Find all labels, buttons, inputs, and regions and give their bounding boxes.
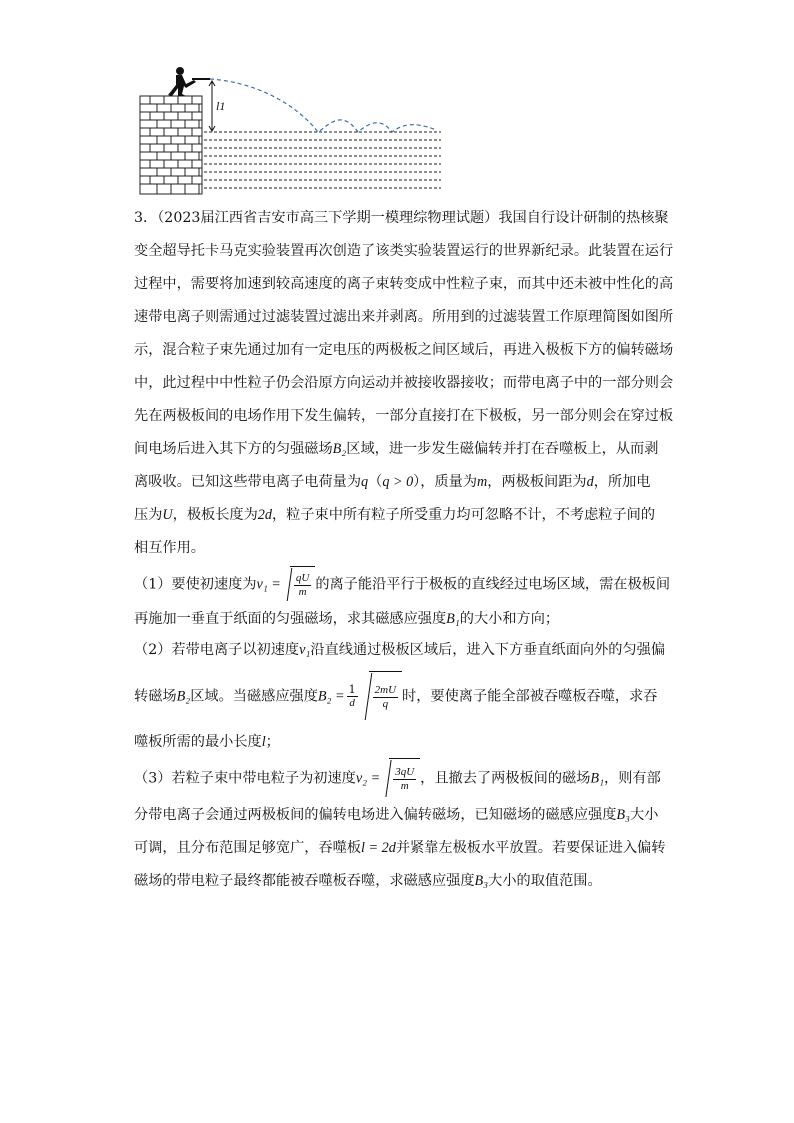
symbol-l-eq: l = 2d xyxy=(361,840,396,856)
text-span: （1）要使初速度为 xyxy=(134,576,257,593)
problem-source: （2023届江西省吉安市高三下学期一模理综物理试题） xyxy=(157,210,499,226)
height-label: l1 xyxy=(216,99,226,113)
sqrt-expression xyxy=(360,671,402,722)
text-span: 时，要使离子能全部被吞噬板吞噬，求吞 xyxy=(402,688,658,705)
text-span: 间电场后进入其下方的匀强磁场 xyxy=(134,441,333,457)
part-2-line-2 xyxy=(134,671,674,722)
problem-line-9 xyxy=(134,466,674,499)
text-span: （3）若粒子束中带电粒子为初速度 xyxy=(134,770,356,787)
text-span: 区域，进一步发生磁偏转并打在吞噬板上，从而剥 xyxy=(346,441,659,457)
text-span: 转磁场 xyxy=(134,688,177,705)
symbol-b3: B₃ xyxy=(474,873,489,889)
text-span: 磁场的带电粒子最终都能被吞噬板吞噬，求磁感应强度 xyxy=(134,873,475,889)
symbol-2d: 2d xyxy=(257,507,272,523)
problem-line-3: 过程中，需要将加速到较高速度的离子束转变成中性粒子束，而其中还未被中性化的高 xyxy=(134,276,674,292)
frac-numerator: qU xyxy=(295,571,310,584)
symbol-v1-eq: v₁ = xyxy=(256,576,281,593)
symbol-v1: v₁ xyxy=(299,642,311,658)
problem-number: 3． xyxy=(134,210,158,226)
text-span: ； xyxy=(265,734,280,750)
text-span: 沿直线通过极板区域后，进入下方垂直纸面向外的匀强偏 xyxy=(310,642,666,658)
text-span: 再施加一垂直于纸面的匀强磁场，求其磁感应强度 xyxy=(134,611,447,627)
frac-denominator: m xyxy=(298,585,307,598)
text-span: 可调，且分布范围足够宽广，吞噬板 xyxy=(134,840,362,856)
problem-line-5: 示，混合粒子束先通过加有一定电压的两极板之间区域后，再进入极板下方的偏转磁场 xyxy=(134,342,674,358)
text-span: 压为 xyxy=(134,507,163,523)
text-span: 并紧靠左极板水平放置。若要保证进入偏转 xyxy=(395,840,666,856)
part-2-line-1 xyxy=(134,634,674,667)
text-span: ，两极板间距为 xyxy=(487,474,587,490)
part-3-line-3 xyxy=(134,832,674,865)
text-span: 大小 xyxy=(630,807,659,823)
problem-line-7: 先在两极板间的电场作用下发生偏转，一部分直接打在下极板，另一部分则会在穿过板 xyxy=(134,408,674,424)
text-span: ，粒子束中所有粒子所受重力均可忽略不计，不考虑粒子间的 xyxy=(271,507,656,523)
symbol-q: q xyxy=(361,474,369,490)
part-1 xyxy=(134,566,674,636)
frac-numerator: 3qU xyxy=(395,765,415,778)
symbol-b2: B₂ xyxy=(176,688,191,705)
frac-numerator: 2mU xyxy=(374,683,397,696)
text-span: （ xyxy=(368,474,383,490)
trajectory-curve xyxy=(210,79,436,132)
problem-line-2: 变全超导托卡马克实验装置再次创造了该类实验装置运行的世界新纪录。此装置在运行 xyxy=(134,243,674,259)
symbol-b2-eq: B₂ = xyxy=(317,688,345,705)
part-2 xyxy=(134,634,674,759)
person-icon xyxy=(168,67,210,96)
height-marker xyxy=(209,81,215,131)
text-span: ，极板长度为 xyxy=(172,507,258,523)
symbol-b3: B₃ xyxy=(616,807,630,823)
frac-denominator: m xyxy=(400,779,409,792)
part-2-line-3 xyxy=(134,726,674,759)
part-3-line-2 xyxy=(134,799,674,832)
symbol-b1: B₁ xyxy=(446,611,460,627)
text-span: ），质量为 xyxy=(413,474,478,490)
text-span: ，且撤去了两极板间的磁场 xyxy=(420,770,591,787)
text-span: 噬板所需的最小长度 xyxy=(134,734,262,750)
problem-line-1 xyxy=(134,202,674,235)
symbol-b1: B₁ xyxy=(590,770,605,787)
symbol-m: m xyxy=(477,474,488,490)
problem-line-8 xyxy=(134,433,674,466)
brick-wall xyxy=(140,96,202,194)
symbol-q-positive: q > 0 xyxy=(382,474,414,490)
text-span: （2）若带电离子以初速度 xyxy=(134,642,300,658)
frac-denominator: d xyxy=(349,697,355,709)
symbol-d: d xyxy=(586,474,594,490)
text-span: 大小的取值范围。 xyxy=(488,873,602,889)
symbol-l: l xyxy=(261,734,266,750)
text-span: 的离子能沿平行于极板的直线经过电场区域，需在极板间 xyxy=(315,576,671,593)
text-span: 离吸收。已知这些带电离子电荷量为 xyxy=(134,474,362,490)
symbol-v2-eq: v₂ = xyxy=(355,770,381,787)
part-3-line-1 xyxy=(134,758,674,799)
sqrt-expression xyxy=(380,758,420,799)
water-surface xyxy=(204,132,441,188)
text-span: 的大小和方向； xyxy=(459,611,560,627)
problem-line-11: 相互作用。 xyxy=(134,540,205,556)
problem-line-4: 速带电离子则需通过过滤装置过滤出来并剥离。所用到的过滤装置工作原理简图如图所 xyxy=(134,309,674,325)
text-span: 区域。当磁感应强度 xyxy=(190,688,318,705)
part-3 xyxy=(134,758,674,898)
text-span: ，则有部 xyxy=(604,770,661,787)
text-span: 分带电离子会通过两极板间的偏转电场进入偏转磁场，已知磁场的磁感应强度 xyxy=(134,807,617,823)
frac-numerator: 1 xyxy=(348,683,356,696)
diver-wall-diagram xyxy=(136,64,446,198)
symbol-u: U xyxy=(162,507,173,523)
physics-figure xyxy=(136,64,446,198)
problem-line-10 xyxy=(134,499,674,532)
problem-statement xyxy=(134,202,674,565)
sqrt-expression xyxy=(281,566,315,603)
problem-line-6: 中，此过程中中性粒子仍会沿原方向运动并被接收器接收；而带电离子中的一部分则会 xyxy=(134,375,674,391)
text-span: ，所加电 xyxy=(593,474,651,490)
symbol-b2: B₂ xyxy=(332,441,347,457)
part-1-line-1 xyxy=(134,566,674,603)
part-3-line-4 xyxy=(134,865,674,898)
problem-text: 我国自行设计研制的热核聚 xyxy=(498,210,669,226)
part-1-line-2 xyxy=(134,603,674,636)
frac-denominator: q xyxy=(382,697,389,710)
